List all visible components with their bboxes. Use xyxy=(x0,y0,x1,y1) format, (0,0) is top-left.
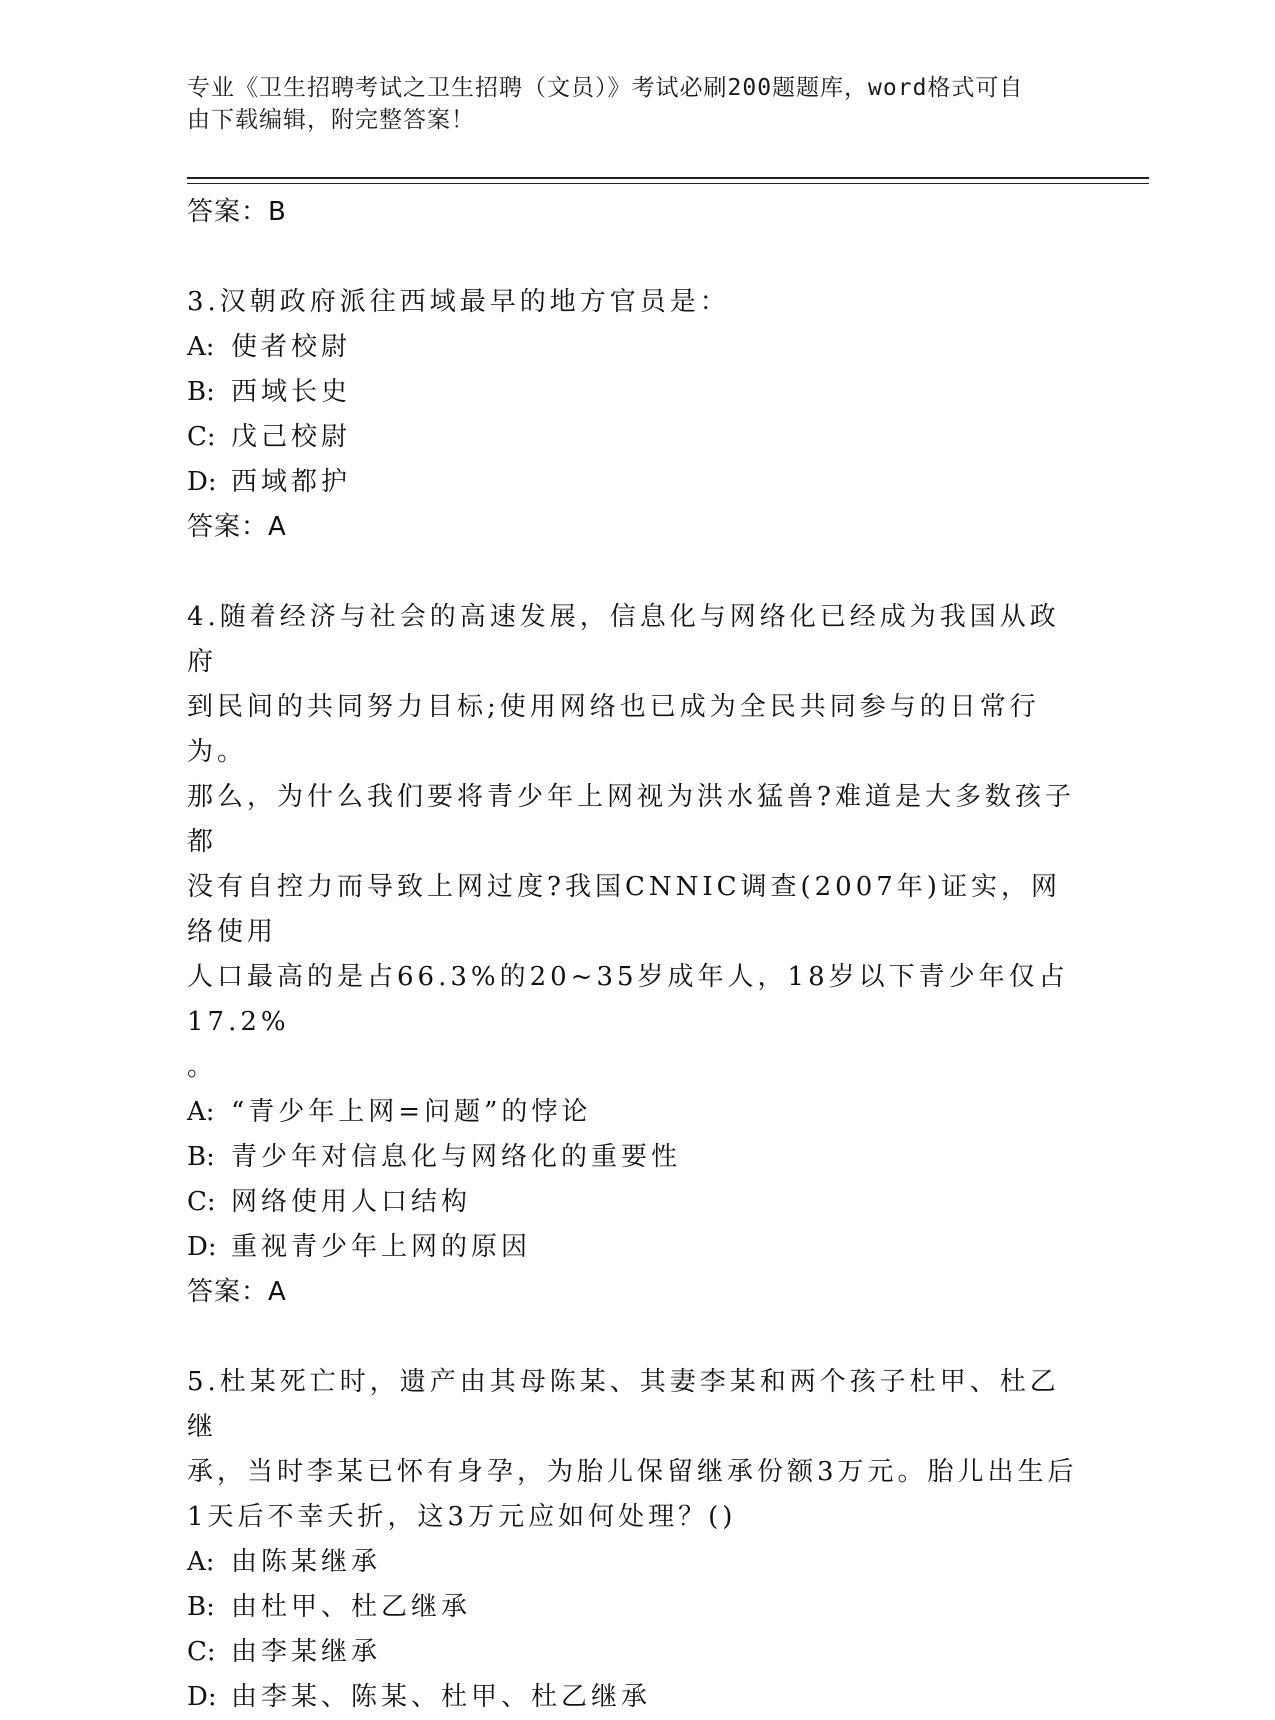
question-line: 那么，为什么我们要将青少年上网视为洪水猛兽?难道是大多数孩子都 xyxy=(187,782,1075,857)
question-text xyxy=(187,1360,1087,1540)
option-text: 戊己校尉 xyxy=(231,422,352,452)
question-line: 到民间的共同努力目标;使用网络也已成为全民共同参与的日常行为。 xyxy=(187,692,1040,767)
page-header xyxy=(187,72,1067,136)
spacer xyxy=(187,550,1087,595)
option-letter: D: xyxy=(187,1682,217,1712)
option-c xyxy=(187,415,1087,460)
option-a xyxy=(187,1090,1087,1135)
option-letter: C: xyxy=(187,1187,216,1217)
option-text: “青少年上网=问题”的悖论 xyxy=(231,1097,592,1127)
answer: 答案：A xyxy=(187,512,287,542)
option-c xyxy=(187,1630,1087,1675)
option-letter: B: xyxy=(187,377,215,407)
option-text: 西域都护 xyxy=(231,467,352,497)
question-4 xyxy=(187,595,1087,1315)
option-d xyxy=(187,1225,1087,1270)
question-text xyxy=(187,595,1087,1090)
option-text: 由陈某继承 xyxy=(231,1547,382,1577)
header-line-1: 专业《卫生招聘考试之卫生招聘（文员）》考试必刷200题题库，word格式可自 xyxy=(187,75,1024,101)
question-line: 人口最高的是占66.3%的20~35岁成年人，18岁以下青少年仅占17.2% xyxy=(187,962,1069,1037)
option-text: 由李某继承 xyxy=(231,1637,382,1667)
option-text: 由杜甲、杜乙继承 xyxy=(231,1592,472,1622)
header-line-2: 由下载编辑，附完整答案！ xyxy=(187,107,475,133)
option-letter: D: xyxy=(187,467,217,497)
option-text: 使者校尉 xyxy=(231,332,352,362)
question-line: 3.汉朝政府派往西域最早的地方官员是： xyxy=(187,287,730,317)
question-line: 承，当时李某已怀有身孕，为胎儿保留继承份额3万元。胎儿出生后 xyxy=(187,1457,1078,1487)
option-letter: B: xyxy=(187,1592,215,1622)
option-letter: A: xyxy=(187,1097,215,1127)
question-line: 1天后不幸夭折，这3万元应如何处理？() xyxy=(187,1502,737,1532)
option-text: 青少年对信息化与网络化的重要性 xyxy=(231,1142,682,1172)
spacer xyxy=(187,235,1087,280)
option-b xyxy=(187,1135,1087,1180)
option-letter: C: xyxy=(187,422,216,452)
option-letter: A: xyxy=(187,332,215,362)
question-line: 4.随着经济与社会的高速发展，信息化与网络化已经成为我国从政府 xyxy=(187,602,1060,677)
option-text: 西域长史 xyxy=(231,377,352,407)
question-5 xyxy=(187,1360,1087,1720)
answer-previous: 答案：B xyxy=(187,197,287,227)
option-text: 网络使用人口结构 xyxy=(231,1187,472,1217)
option-d xyxy=(187,1675,1087,1720)
option-d xyxy=(187,460,1087,505)
header-rule-thin xyxy=(187,183,1149,184)
question-3 xyxy=(187,280,1087,550)
option-b xyxy=(187,370,1087,415)
answer: 答案：A xyxy=(187,1277,287,1307)
question-line: 没有自控力而导致上网过度?我国CNNIC调查(2007年)证实，网络使用 xyxy=(187,872,1061,947)
question-line: 。 xyxy=(187,1052,218,1082)
header-rule-thick xyxy=(187,177,1149,179)
spacer xyxy=(187,1315,1087,1360)
option-c xyxy=(187,1180,1087,1225)
option-text: 由李某、陈某、杜甲、杜乙继承 xyxy=(231,1682,652,1712)
option-text: 重视青少年上网的原因 xyxy=(231,1232,532,1262)
option-a xyxy=(187,1540,1087,1585)
option-letter: D: xyxy=(187,1232,217,1262)
question-text xyxy=(187,280,1087,325)
option-letter: C: xyxy=(187,1637,216,1667)
option-a xyxy=(187,325,1087,370)
question-list xyxy=(187,190,1087,1720)
option-letter: A: xyxy=(187,1547,215,1577)
option-letter: B: xyxy=(187,1142,215,1172)
option-b xyxy=(187,1585,1087,1630)
question-line: 5.杜某死亡时，遗产由其母陈某、其妻李某和两个孩子杜甲、杜乙继 xyxy=(187,1367,1060,1442)
